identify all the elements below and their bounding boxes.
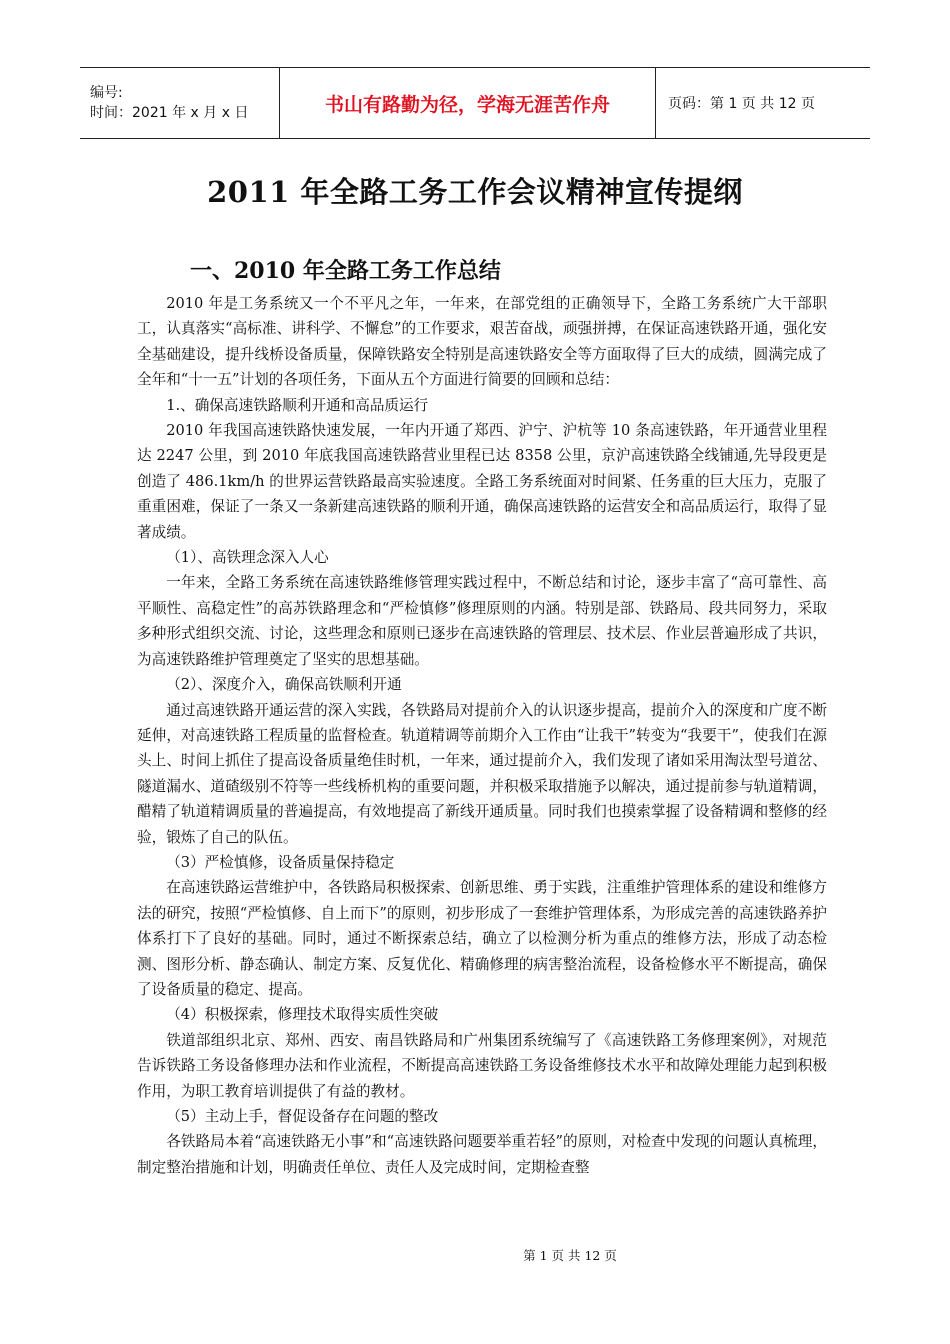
paragraph-subheading: 1.、确保高速铁路顺利开通和高品质运行 [166, 396, 429, 414]
paragraph: 铁道部组织北京、郑州、西安、南昌铁路局和广州集团系统编写了《高速铁路工务修理案例》，对规范告诉铁路工务设备修理办法和作业流程，不断提高高速铁路工务设备维修技术水平和故障处理能力起到积极作用，为职工教育培训提供了有益的教材。 [137, 1031, 827, 1100]
paragraph: 各铁路局本着“高速铁路无小事”和“高速铁路问题要举重若轻”的原则，对检查中发现的问题认真梳理，制定整治措施和计划，明确责任单位、责任人及完成时间，定期检查整 [137, 1133, 827, 1176]
page-footer: 第 1 页 共 12 页 [523, 1248, 617, 1263]
paragraph-subheading: （3）严检慎修，设备质量保持稳定 [166, 853, 395, 871]
paragraph-subheading: （2）、深度介入，确保高铁顺利开通 [166, 676, 402, 694]
document-date: 时间：2021 年 x 月 x 日 [90, 105, 249, 121]
paragraph-subheading: （5）主动上手，督促设备存在问题的整改 [166, 1108, 439, 1125]
document-number-label: 编号: [90, 85, 123, 101]
paragraph: 通过高速铁路开通运营的深入实践，各铁路局对提前介入的认识逐步提高，提前介入的深度和广度不断延伸，对高速铁路工程质量的监督检查。轨道精调等前期介入工作由“让我干”转变为“我要干”，使我们在源头上、时间上抓住了提高设备质量绝佳时机，一年来，通过提前介入，我们发现了诸如采用淘汰型号道岔、隧道漏水、道碴级别不符等一些线桥机构的重要问题，并积极采取措施予以解决，通过提前参与轨道精调，醋精了轨道精调质量的普遍提高，有效地提高了新线开通质量。同时我们也摸索掌握了设备精调和整修的经验，锻炼了自己的队伍。 [137, 701, 827, 846]
paragraph: 一年来，全路工务系统在高速铁路维修管理实践过程中，不断总结和讨论，逐步丰富了“高可靠性、高平顺性、高稳定性”的高苏铁路理念和“严检慎修”修理原则的内涵。特别是部、铁路局、段共同努力，采取多种形式组织交流、讨论，这些理念和原则已逐步在高速铁路的管理层、技术层、作业层普遍形成了共识，为高速铁路维护管理奠定了坚实的思想基础。 [137, 574, 827, 668]
paragraph: 在高速铁路运营维护中，各铁路局积极探索、创新思维、勇于实践，注重维护管理体系的建设和维修方法的研究，按照“严检慎修、自上而下”的原则，初步形成了一套维护管理体系，为形成完善的高速铁路养护体系打下了良好的基础。同时，通过不断探索总结，确立了以检测分析为重点的维修方法，形成了动态检测、图形分析、静态确认、制定方案、反复优化、精确修理的病害整治流程，设备检修水平不断提高，确保了设备质量的稳定、提高。 [137, 879, 827, 998]
paragraph-subheading: （4）积极探索，修理技术取得实质性突破 [166, 1006, 439, 1024]
document-body [137, 291, 827, 1180]
paragraph: 2010 年是工务系统又一个不平凡之年，一年来，在部党组的正确领导下，全路工务系统广大干部职工，认真落实“高标准、讲科学、不懈怠”的工作要求，艰苦奋战，顽强拼搏，在保证高速铁路开通，强化安全基础建设，提升线桥设备质量，保障铁路安全特别是高速铁路安全等方面取得了巨大的成绩，圆满完成了全年和“十一五”计划的各项任务，下面从五个方面进行简要的回顾和总结： [137, 295, 827, 389]
header-motto: 书山有路勤为径，学海无涯苦作舟 [324, 93, 610, 116]
header-motto-cell [280, 68, 656, 138]
paragraph: 2010 年我国高速铁路快速发展，一年内开通了郑西、沪宁、沪杭等 10 条高速铁路，年开通营业里程达 2247 公里，到 2010 年底我国高速铁路营业里程已达 8358 公里，京沪高速铁路全线铺通,先导段更是创造了 486.1km/h 的世界运营铁路最高实验速度。全路工务系统面对时间紧、任务重的巨大压力，克服了重重困难，保证了一条又一条新建高速铁路的顺利开通，确保高速铁路的运营安全和高品质运行，取得了显著成绩。 [137, 422, 827, 541]
document-header [80, 67, 870, 139]
section-heading: 一、2010 年全路工务工作总结 [190, 258, 501, 284]
document-title: 2011 年全路工务工作会议精神宣传提纲 [207, 175, 743, 209]
paragraph-subheading: （1）、高铁理念深入人心 [166, 549, 329, 567]
header-page-cell [656, 68, 870, 138]
header-page-info: 页码：第 1 页 共 12 页 [668, 96, 815, 112]
header-meta [80, 68, 280, 138]
